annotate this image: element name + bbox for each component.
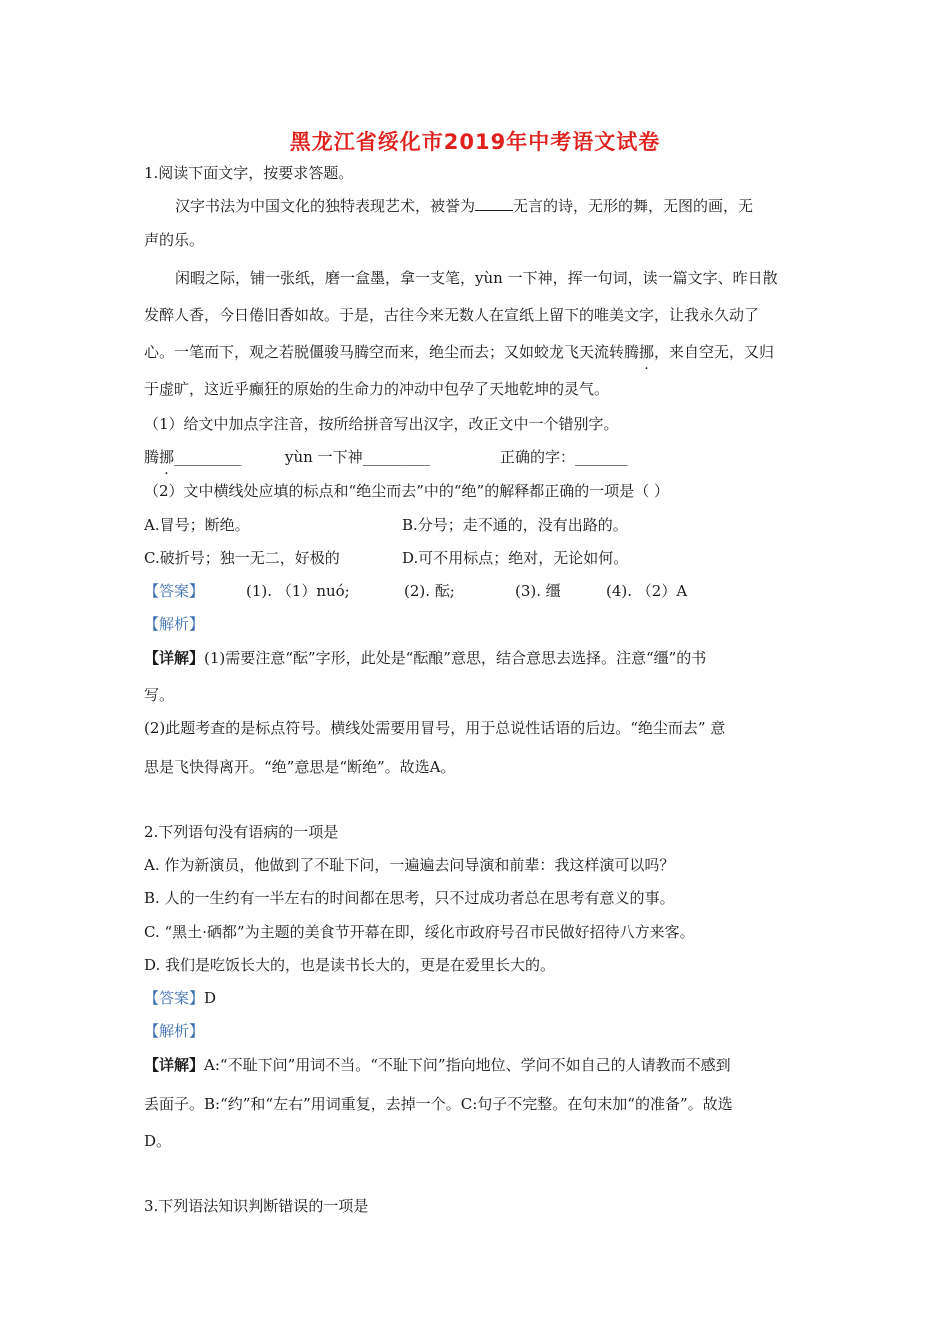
q1-paragraph-2-line-1: 闲暇之际，铺一张纸，磨一盒墨，拿一支笔，yùn 一下神，挥一句词，读一篇文字、昨日散 [175,269,778,287]
q2-option-a: A. 作为新演员，他做到了不耻下问，一遍遍去问导演和前辈：我这样演可以吗？ [144,856,675,874]
dotted-character: 挪 [639,343,655,361]
q1-fill-pinyin: 腾挪_________ [144,448,242,466]
q1-paragraph-2-line-3: 心。一笔而下，观之若脱僵骏马腾空而来，绝尘而去；又如蛟龙飞天流转腾挪，来自空无，又归 [144,343,775,361]
q2-stem: 2.下列语句没有语病的一项是 [144,823,339,841]
q2-analysis-tag: 【解析】 [144,1022,205,1040]
q1-analysis-tag: 【解析】 [144,615,205,633]
q2-option-b: B. 人的一生约有一半左右的时间都在思考，只不过成功者总在思考有意义的事。 [144,889,675,907]
q1-stem: 1.阅读下面文字，按要求答题。 [144,164,354,182]
q2-option-d: D. 我们是吃饭长大的，也是读书长大的，更是在爱里长大的。 [144,956,556,974]
q1-sub-question-1: （1）给文中加点字注音，按所给拼音写出汉字，改正文中一个错别字。 [144,415,619,433]
detail-tag: 【详解】 [144,1056,205,1074]
q1-detail-1: 【详解】(1)需要注意“酝”字形，此处是“酝酿”意思，结合意思去选择。注意“缰”的书 [144,649,707,667]
q1-answer-item: (1). （1）nuó; [246,582,350,600]
q1-option-b: B.分号；走不通的，没有出路的。 [402,516,628,534]
q1-detail-2-cont: 思是飞快得离开。“绝”意思是“断绝”。故选A。 [144,758,456,776]
q1-fill-character: yùn 一下神_________ [285,448,431,466]
q1-paragraph-1-line-1: 汉字书法为中国文化的独特表现艺术，被誉为 无言的诗，无形的舞，无图的画，无 [175,197,754,215]
blank-line [475,196,513,211]
q1-option-a: A.冒号；断绝。 [144,516,250,534]
q2-option-c: C. “黑土·硒都”为主题的美食节开幕在即，绥化市政府号召市民做好招待八方来客。 [144,923,695,941]
page-title: 黑龙江省绥化市2019年中考语文试卷 [289,130,661,154]
q1-answer-tag: 【答案】 [144,582,205,600]
q1-fill-correction: 正确的字：_______ [500,448,628,466]
q3-stem: 3.下列语法知识判断错误的一项是 [144,1197,369,1215]
q1-paragraph-2-line-2: 发醉人香，今日倦旧香如故。于是，古往今来无数人在宣纸上留下的唯美文字，让我永久动了 [144,306,760,324]
dotted-character: 挪 [159,448,175,466]
q2-detail-2: 丢面子。B:“约”和“左右”用词重复，去掉一个。C:句子不完整。在句末加“的准备”。故选 [144,1095,733,1113]
q1-paragraph-2-line-4: 于虚旷，这近乎癫狂的原始的生命力的冲动中包孕了天地乾坤的灵气。 [144,380,610,398]
detail-tag: 【详解】 [144,649,205,667]
q1-detail-2: (2)此题考查的是标点符号。横线处需要用冒号，用于总说性话语的后边。“绝尘而去” 意 [144,719,726,737]
q1-paragraph-1-line-2: 声的乐。 [144,231,205,249]
q1-option-c: C.破折号；独一无二，好极的 [144,549,340,567]
answer-tag: 【答案】 [144,989,205,1007]
q1-answer-item: (2). 酝; [404,582,455,600]
q1-option-d: D.可不用标点；绝对，无论如何。 [402,549,629,567]
q1-answer-item: (4). （2）A [606,582,688,600]
q1-answer-item: (3). 缰 [515,582,561,600]
q2-detail-3: D。 [144,1132,172,1150]
q2-answer: 【答案】D [144,989,217,1007]
q2-detail-1: 【详解】A:“不耻下问”用词不当。“不耻下问”指向地位、学问不如自己的人请教而不感到 [144,1056,731,1074]
q1-sub-question-2: （2）文中横线处应填的标点和“绝尘而去”中的“绝”的解释都正确的一项是（ ） [144,482,669,500]
q1-detail-1-cont: 写。 [144,686,175,704]
